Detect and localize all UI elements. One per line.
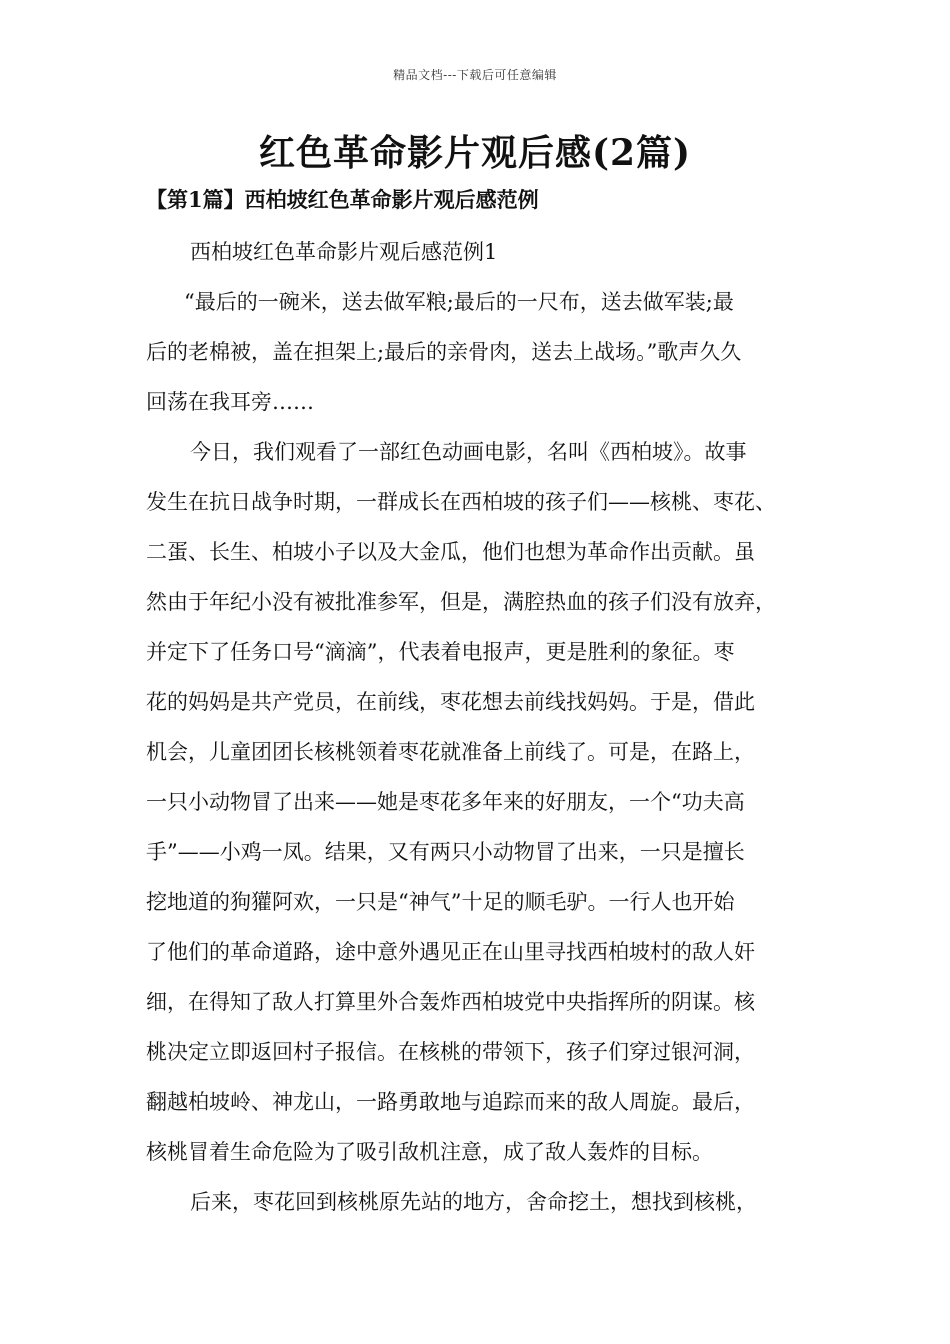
paragraph-line: 桃决定立即返回村子报信。在核桃的带领下，孩子们穿过银河洞， <box>146 1040 755 1064</box>
header-note: 精品文档---下载后可任意编辑 <box>393 68 557 82</box>
paragraph-line: 发生在抗日战争时期，一群成长在西柏坡的孩子们——核桃、枣花、 <box>146 490 776 514</box>
paragraph-line: 然由于年纪小没有被批准参军，但是，满腔热血的孩子们没有放弃， <box>146 590 776 614</box>
paragraph-line: 一只小动物冒了出来——她是枣花多年来的好朋友，一个“功夫高 <box>146 790 745 814</box>
paragraph-line: 今日，我们观看了一部红色动画电影，名叫《西柏坡》。故事 <box>190 440 747 464</box>
paragraph-line: 细，在得知了敌人打算里外合轰炸西柏坡党中央指挥所的阴谋。核 <box>146 990 755 1014</box>
section-heading: 【第1篇】西柏坡红色革命影片观后感范例 <box>146 187 539 212</box>
subsection-title: 西柏坡红色革命影片观后感范例1 <box>190 240 498 264</box>
paragraph-line: 花的妈妈是共产党员，在前线，枣花想去前线找妈妈。于是，借此 <box>146 690 755 714</box>
paragraph-line: 了他们的革命道路，途中意外遇见正在山里寻找西柏坡村的敌人奸 <box>146 940 755 964</box>
paragraph-line: “最后的一碗米，送去做军粮;最后的一尺布，送去做军装;最 <box>184 290 734 314</box>
paragraph-line: 后来，枣花回到核桃原先站的地方，舍命挖土，想找到核桃， <box>190 1190 757 1214</box>
paragraph-line: 后的老棉被，盖在担架上;最后的亲骨肉，送去上战场。”歌声久久 <box>146 340 742 364</box>
paragraph-line: 核桃冒着生命危险为了吸引敌机注意，成了敌人轰炸的目标。 <box>146 1140 713 1164</box>
paragraph-line: 挖地道的狗獾阿欢，一只是“神气”十足的顺毛驴。一行人也开始 <box>146 890 735 914</box>
paragraph-line: 手”——小鸡一凤。结果，又有两只小动物冒了出来，一只是擅长 <box>146 840 745 864</box>
paragraph-line: 二蛋、长生、柏坡小子以及大金瓜，他们也想为革命作出贡献。虽 <box>146 540 755 564</box>
paragraph-line: 翻越柏坡岭、神龙山，一路勇敢地与追踪而来的敌人周旋。最后， <box>146 1090 755 1114</box>
paragraph-line: 并定下了任务口号“滴滴”，代表着电报声，更是胜利的象征。枣 <box>146 640 735 664</box>
document-title: 红色革命影片观后感(2篇) <box>258 132 692 174</box>
article-body <box>146 236 836 1236</box>
paragraph-line: 机会，儿童团团长核桃领着枣花就准备上前线了。可是，在路上， <box>146 740 755 764</box>
paragraph-line: 回荡在我耳旁…… <box>146 390 314 414</box>
